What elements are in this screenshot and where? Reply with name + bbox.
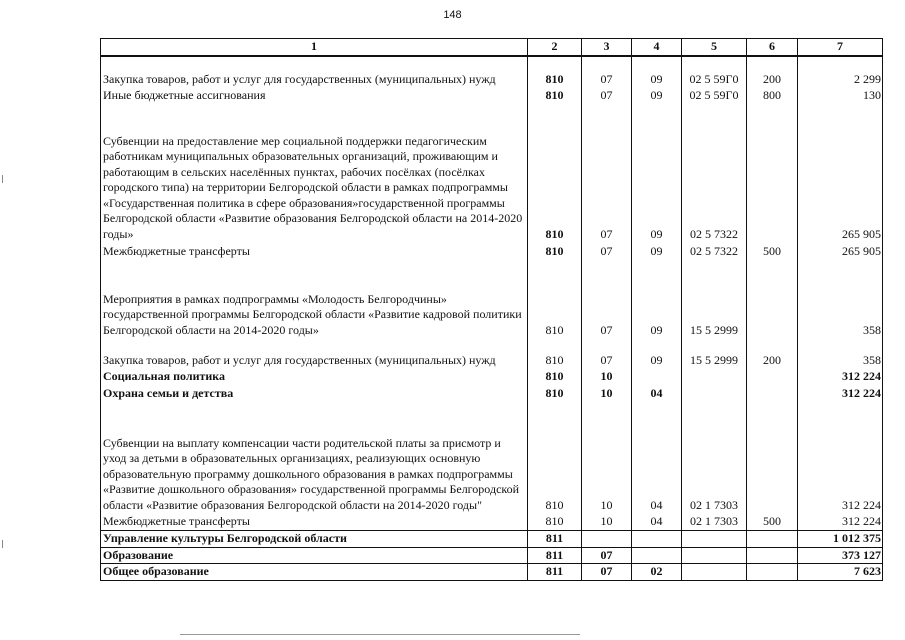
row-c4-cell	[632, 530, 682, 547]
row-amount-cell: 130	[798, 87, 883, 103]
row-amount-cell: 312 224	[798, 368, 883, 384]
row-c6-cell: 200	[747, 338, 798, 368]
row-c3-cell: 10	[582, 401, 632, 513]
table-row	[101, 384, 883, 401]
row-c4-cell	[632, 368, 682, 384]
row-c3-cell: 10	[582, 368, 632, 384]
row-c2-cell: 811	[528, 530, 582, 547]
row-name-cell: Межбюджетные трансферты	[101, 513, 528, 530]
column-header: 3	[582, 39, 632, 57]
margin-mark	[2, 175, 3, 183]
row-c6-cell: 500	[747, 242, 798, 259]
row-c6-cell: 800	[747, 87, 798, 103]
row-c6-cell	[747, 564, 798, 581]
row-amount-cell: 312 224	[798, 513, 883, 530]
row-c5-cell	[682, 368, 747, 384]
row-name-cell: Охрана семьи и детства	[101, 384, 528, 401]
row-name-cell: Закупка товаров, работ и услуг для государственных (муниципальных) нужд	[101, 56, 528, 87]
row-c2-cell: 810	[528, 103, 582, 242]
column-header: 4	[632, 39, 682, 57]
row-amount-cell: 265 905	[798, 103, 883, 242]
row-c5-cell	[682, 564, 747, 581]
row-c2-cell: 810	[528, 259, 582, 338]
row-name-cell: Закупка товаров, работ и услуг для государственных (муниципальных) нужд	[101, 338, 528, 368]
row-c4-cell: 09	[632, 242, 682, 259]
row-c2-cell: 810	[528, 242, 582, 259]
row-name-cell: Управление культуры Белгородской области	[101, 530, 528, 547]
row-amount-cell: 358	[798, 338, 883, 368]
margin-mark	[2, 540, 3, 548]
row-c6-cell	[747, 547, 798, 564]
row-amount-cell: 7 623	[798, 564, 883, 581]
row-c6-cell	[747, 401, 798, 513]
row-c5-cell: 02 1 7303	[682, 401, 747, 513]
bottom-rule	[180, 634, 580, 635]
row-c3-cell: 10	[582, 513, 632, 530]
table-row	[101, 56, 883, 87]
table-body	[101, 56, 883, 580]
row-c5-cell: 15 5 2999	[682, 338, 747, 368]
row-c2-cell: 810	[528, 384, 582, 401]
row-c4-cell	[632, 547, 682, 564]
column-header: 2	[528, 39, 582, 57]
row-c4-cell: 09	[632, 338, 682, 368]
table-row	[101, 103, 883, 242]
column-header: 5	[682, 39, 747, 57]
row-c5-cell: 15 5 2999	[682, 259, 747, 338]
row-c6-cell: 200	[747, 56, 798, 87]
row-amount-cell: 1 012 375	[798, 530, 883, 547]
row-c4-cell: 09	[632, 103, 682, 242]
row-amount-cell: 2 299	[798, 56, 883, 87]
row-c3-cell: 10	[582, 384, 632, 401]
row-c4-cell: 04	[632, 513, 682, 530]
row-c4-cell: 04	[632, 401, 682, 513]
row-c5-cell	[682, 547, 747, 564]
row-c5-cell: 02 5 59Г0	[682, 56, 747, 87]
table-row	[101, 338, 883, 368]
table-row	[101, 547, 883, 564]
row-c5-cell	[682, 384, 747, 401]
row-c2-cell: 811	[528, 564, 582, 581]
row-c6-cell	[747, 368, 798, 384]
table-row	[101, 259, 883, 338]
row-c3-cell: 07	[582, 564, 632, 581]
row-c6-cell	[747, 103, 798, 242]
row-amount-cell: 358	[798, 259, 883, 338]
row-c4-cell: 09	[632, 259, 682, 338]
table-row	[101, 242, 883, 259]
row-name-cell: Общее образование	[101, 564, 528, 581]
row-c4-cell: 04	[632, 384, 682, 401]
column-header: 7	[798, 39, 883, 57]
row-amount-cell: 265 905	[798, 242, 883, 259]
row-amount-cell: 373 127	[798, 547, 883, 564]
row-c5-cell: 02 5 59Г0	[682, 87, 747, 103]
row-c3-cell: 07	[582, 338, 632, 368]
row-name-cell: Субвенции на предоставление мер социальной поддержки педагогическим работникам муниципальных образовательных организаций, проживающим и работающим в сельских населённых пунктах, рабочих посёлках (посёлках городского типа) на территории Белгородской области в рамках подпрограммы «Государственная политика в сфере образования»государственной программы Белгородской области «Развитие образования Белгородской области на 2014-2020 годы»	[101, 103, 528, 242]
row-name-cell: Межбюджетные трансферты	[101, 242, 528, 259]
row-amount-cell: 312 224	[798, 401, 883, 513]
row-c4-cell: 02	[632, 564, 682, 581]
table-row	[101, 530, 883, 547]
row-c2-cell: 810	[528, 56, 582, 87]
budget-table	[100, 38, 883, 581]
row-name-cell: Мероприятия в рамках подпрограммы «Молодость Белгородчины» государственной программы Белгородской области «Развитие кадровой политики Белгородской области на 2014-2020 годы»	[101, 259, 528, 338]
row-c2-cell: 810	[528, 87, 582, 103]
row-c3-cell: 07	[582, 547, 632, 564]
row-amount-cell: 312 224	[798, 384, 883, 401]
row-c5-cell: 02 5 7322	[682, 103, 747, 242]
page-number: 148	[443, 9, 462, 21]
column-header: 6	[747, 39, 798, 57]
row-c2-cell: 811	[528, 547, 582, 564]
row-c5-cell: 02 5 7322	[682, 242, 747, 259]
table-row	[101, 87, 883, 103]
row-c6-cell: 500	[747, 513, 798, 530]
row-c5-cell: 02 1 7303	[682, 513, 747, 530]
table-header-row	[101, 39, 883, 57]
row-c2-cell: 810	[528, 513, 582, 530]
row-c3-cell: 07	[582, 56, 632, 87]
row-name-cell: Субвенции на выплату компенсации части родительской платы за присмотр и уход за детьми в образовательных организациях, реализующих основную образовательную программу дошкольного образования в рамках подпрограммы «Развитие дошкольного образования» государственной программы Белгородской области «Развитие образования Белгородской области на 2014-2020 годы"	[101, 401, 528, 513]
row-c6-cell	[747, 530, 798, 547]
table-row	[101, 513, 883, 530]
row-c3-cell: 07	[582, 87, 632, 103]
row-c3-cell: 07	[582, 259, 632, 338]
row-c2-cell: 810	[528, 368, 582, 384]
row-c5-cell	[682, 530, 747, 547]
row-c4-cell: 09	[632, 87, 682, 103]
row-c4-cell: 09	[632, 56, 682, 87]
row-name-cell: Образование	[101, 547, 528, 564]
row-c3-cell	[582, 530, 632, 547]
row-c6-cell	[747, 384, 798, 401]
row-c3-cell: 07	[582, 242, 632, 259]
row-c6-cell	[747, 259, 798, 338]
column-header: 1	[101, 39, 528, 57]
row-c2-cell: 810	[528, 401, 582, 513]
row-c3-cell: 07	[582, 103, 632, 242]
row-name-cell: Иные бюджетные ассигнования	[101, 87, 528, 103]
row-name-cell: Социальная политика	[101, 368, 528, 384]
table-row	[101, 564, 883, 581]
table-row	[101, 368, 883, 384]
table-row	[101, 401, 883, 513]
row-c2-cell: 810	[528, 338, 582, 368]
